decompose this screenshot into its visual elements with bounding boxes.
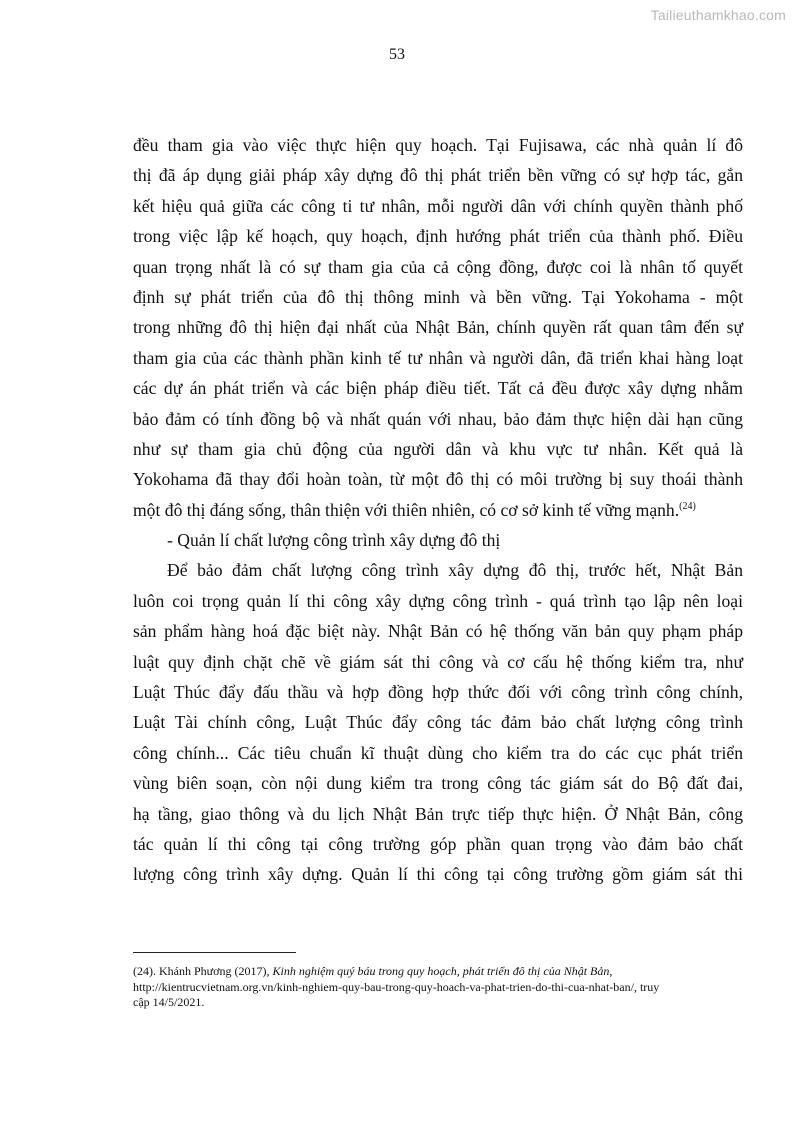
footnote-url[interactable]: http://kientrucvietnam.org.vn/kinh-nghiem-quy-bau-trong-quy-hoach-va-phat-trien-do-thi-cua-nhat-ban/, truy <box>133 979 660 994</box>
paragraph-1-line: kết hiệu quả giữa các công ti tư nhân, mỗi người dân với chính quyền thành phố <box>133 195 743 216</box>
paragraph-2 <box>133 555 743 889</box>
paragraph-2-line: luôn coi trọng quản lí thi công xây dựng công trình - quá trình tạo lập nên loại <box>133 590 743 611</box>
watermark: Tailieuthamkhao.com <box>650 7 786 23</box>
paragraph-1-line: bảo đảm có tính đồng bộ và nhất quán với nhau, bảo đảm thực hiện dài hạn cũng <box>133 408 743 429</box>
paragraph-2-line: Để bảo đảm chất lượng công trình xây dựng đô thị, trước hết, Nhật Bản <box>167 560 743 581</box>
paragraph-1-line: đều tham gia vào việc thực hiện quy hoạch. Tại Fujisawa, các nhà quản lí đô <box>133 135 743 155</box>
footnote <box>133 964 745 1011</box>
paragraph-1-line: các dự án phát triển và các biện pháp điều tiết. Tất cả đều được xây dựng nhằm <box>133 378 743 399</box>
page-number: 53 <box>389 46 405 63</box>
paragraph-2-line: luật quy định chặt chẽ về giám sát thi công và cơ cấu hệ thống kiểm tra, như <box>133 651 743 672</box>
paragraph-1-line: quan trọng nhất là có sự tham gia của cả cộng đồng, được coi là nhân tố quyết <box>133 256 743 277</box>
footnote-citation-line <box>133 964 745 980</box>
paragraph-2-line: Luật Thúc đẩy đấu thầu và hợp đồng hợp thức đối với công trình công chính, <box>133 682 743 703</box>
footnote-reference: (24) <box>679 500 696 512</box>
paragraph-1-line: như sự tham gia chủ động của người dân và khu vực tư nhân. Kết quả là <box>133 438 743 459</box>
footnote-access-date: cập 14/5/2021. <box>133 995 205 1009</box>
paragraph-2-line: vùng biên soạn, còn nội dung kiểm tra trong công tác giám sát do Bộ đất đai, <box>133 773 743 794</box>
paragraph-2-line: lượng công trình xây dựng. Quản lí thi công tại công trường gồm giám sát thi <box>133 864 743 885</box>
paragraph-2-line: tác quản lí thi công tại công trường góp phần quan trọng vào đảm bảo chất <box>133 833 743 854</box>
paragraph-1-line: định sự phát triển của đô thị thông minh và bền vững. Tại Yokohama - một <box>133 286 743 307</box>
footnote-suffix: , <box>609 964 613 978</box>
footnote-separator <box>133 952 296 953</box>
paragraph-1-line: trong những đô thị hiện đại nhất của Nhật Bản, chính quyền rất quan tâm đến sự <box>133 317 743 338</box>
paragraph-2-line: Luật Tài chính công, Luật Thúc đẩy công tác đảm bảo chất lượng công trình <box>133 712 743 733</box>
footnote-prefix: (24). Khánh Phương (2017), <box>133 964 273 978</box>
paragraph-2-line: hạ tầng, giao thông và du lịch Nhật Bản trực tiếp thực hiện. Ở Nhật Bản, công <box>133 803 743 824</box>
paragraph-1-line: trong việc lập kế hoạch, quy hoạch, định hướng phát triển của thành phố. Điều <box>133 226 743 247</box>
paragraph-1-line: tham gia của các thành phần kinh tế tư nhân và người dân, đã triển khai hàng loạt <box>133 347 743 368</box>
paragraph-1 <box>133 130 743 525</box>
subheading: - Quản lí chất lượng công trình xây dựng đô thị <box>167 530 501 551</box>
paragraph-2-line: công chính... Các tiêu chuẩn kĩ thuật dùng cho kiểm tra do các cục phát triển <box>133 742 743 763</box>
paragraph-1-last-text: một đô thị đáng sống, thân thiện với thiên nhiên, có cơ sở kinh tế vững mạnh. <box>133 499 680 520</box>
body-text <box>133 130 743 890</box>
paragraph-2-line: sản phẩm hàng hoá đặc biệt này. Nhật Bản có hệ thống văn bản quy phạm pháp <box>133 621 743 642</box>
paragraph-1-last-line <box>133 495 743 525</box>
paragraph-1-line: Yokohama đã thay đổi hoàn toàn, từ một đô thị có môi trường bị suy thoái thành <box>133 469 743 490</box>
footnote-title: Kinh nghiệm quý báu trong quy hoạch, phát triển đô thị của Nhật Bản <box>272 964 610 978</box>
paragraph-1-line: thị đã áp dụng giải pháp xây dựng đô thị phát triển bền vững có sự hợp tác, gắn <box>133 165 743 186</box>
